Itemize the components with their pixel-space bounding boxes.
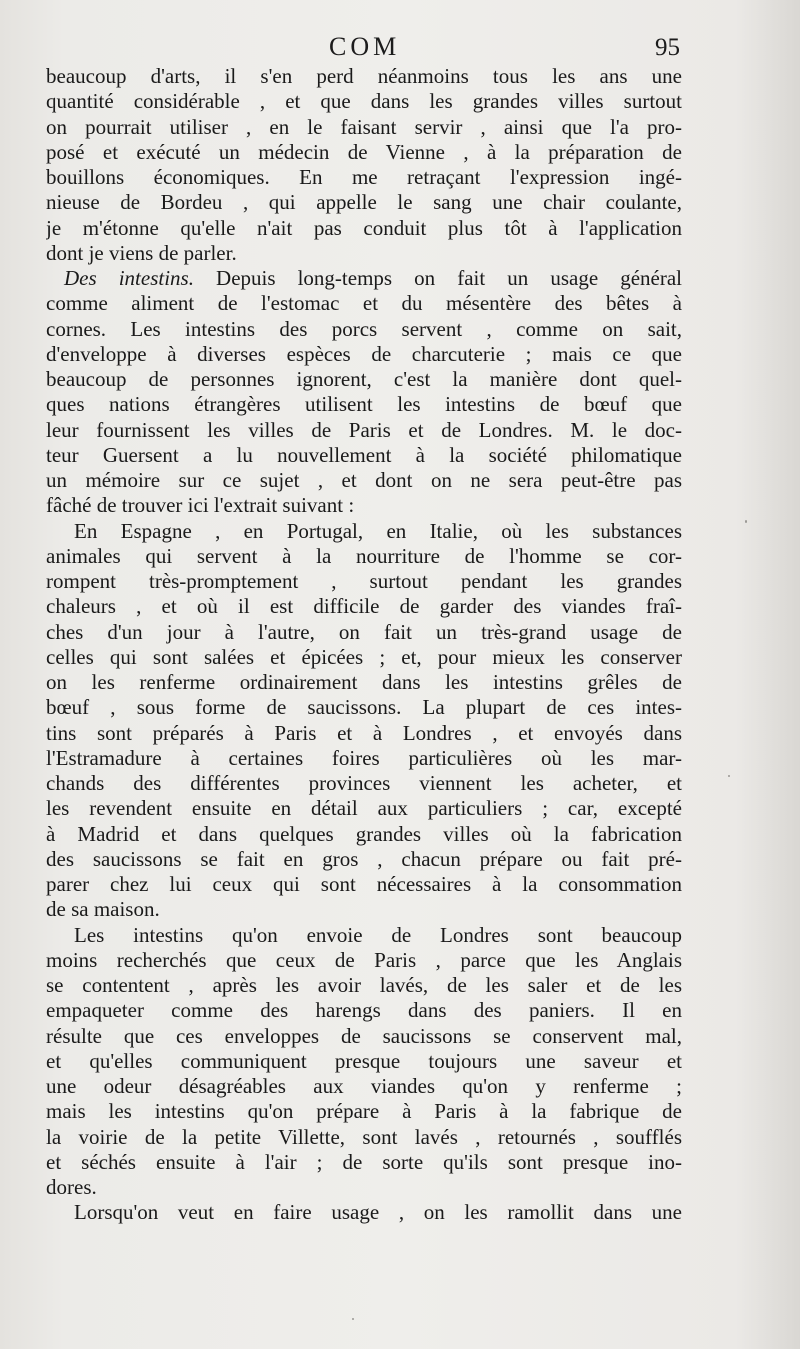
text-line: quantité considérable , et que dans les grandes villes surtout — [46, 89, 682, 114]
text-line: chaleurs , et où il est difficile de garder des viandes fraî- — [46, 594, 682, 619]
text-line: de sa maison. — [46, 897, 160, 922]
paragraph — [46, 64, 682, 266]
text-line — [46, 266, 682, 291]
text-line: mais les intestins qu'on prépare à Paris à la fabrique de — [46, 1099, 682, 1124]
text-line: empaqueter comme des harengs dans des paniers. Il en — [46, 998, 682, 1023]
text-line: posé et exécuté un médecin de Vienne , à la préparation de — [46, 139, 682, 164]
text-line: bœuf , sous forme de saucissons. La plupart de ces intes- — [46, 695, 682, 720]
text-line: Lorsqu'on veut en faire usage , on les ramollit dans une — [74, 1200, 682, 1225]
section-lead: Des intestins. — [64, 266, 194, 290]
text-line: cornes. Les intestins des porcs servent , comme on sait, — [46, 316, 682, 341]
text-line: moins recherchés que ceux de Paris , parce que les Anglais — [46, 947, 682, 972]
paper-speck — [728, 775, 730, 777]
running-head: COM — [329, 32, 401, 61]
text-line: En Espagne , en Portugal, en Italie, où les substances — [74, 518, 682, 543]
text-line: on pourrait utiliser , en le faisant servir , ainsi que l'a pro- — [46, 114, 682, 139]
text-line: je m'étonne qu'elle n'ait pas conduit plus tôt à l'application — [46, 215, 682, 240]
text-line: chands des différentes provinces viennent les acheter, et — [46, 771, 682, 795]
text-line: Les intestins qu'on envoie de Londres sont beaucoup — [74, 922, 682, 947]
text-line: beaucoup d'arts, il s'en perd néanmoins tous les ans une — [46, 64, 682, 88]
text-line: rompent très-promptement , surtout pendant les grandes — [46, 569, 682, 593]
text-line: animales qui servent à la nourriture de l'homme se cor- — [46, 543, 682, 568]
text-line: se contentent , après les avoir lavés, de les saler et de les — [46, 973, 682, 997]
text-line: nieuse de Bordeu , qui appelle le sang une chair coulante, — [46, 190, 682, 215]
text-line: leur fournissent les villes de Paris et de Londres. M. le doc- — [46, 417, 682, 442]
text-line: tins sont préparés à Paris et à Londres , et envoyés dans — [46, 720, 682, 745]
paragraph — [46, 519, 682, 923]
paper-speck — [745, 520, 747, 523]
text-line: dont je viens de parler. — [46, 240, 237, 265]
text-fragment: Depuis long-temps on fait un usage général — [216, 266, 682, 290]
text-line: résulte que ces enveloppes de saucissons se conservent mal, — [46, 1023, 682, 1048]
paragraph — [46, 1200, 682, 1225]
paragraph — [46, 923, 682, 1201]
text-line: on les renferme ordinairement dans les intestins grêles de — [46, 670, 682, 694]
text-line: fâché de trouver ici l'extrait suivant : — [46, 493, 355, 518]
text-line: et qu'elles communiquent presque toujours une saveur et — [46, 1048, 682, 1073]
paragraph — [46, 266, 682, 519]
text-line: ches d'un jour à l'autre, on fait un très-grand usage de — [46, 619, 682, 644]
body-text — [46, 64, 682, 1226]
text-line: la voirie de la petite Villette, sont lavés , retournés , soufflés — [46, 1124, 682, 1149]
text-line: à Madrid et dans quelques grandes villes où la fabrication — [46, 821, 682, 846]
text-line: d'enveloppe à diverses espèces de charcuterie ; mais ce que — [46, 341, 682, 366]
text-line: dores. — [46, 1175, 97, 1199]
text-line: celles qui sont salées et épicées ; et, pour mieux les conserver — [46, 644, 682, 669]
page-number: 95 — [655, 34, 680, 61]
text-line: comme aliment de l'estomac et du mésentère des bêtes à — [46, 291, 682, 316]
text-line: beaucoup de personnes ignorent, c'est la manière dont quel- — [46, 367, 682, 391]
text-line: une odeur désagréables aux viandes qu'on y renferme ; — [46, 1074, 682, 1098]
text-line: teur Guersent a lu nouvellement à la société philomatique — [46, 442, 682, 467]
text-line: bouillons économiques. En me retraçant l'expression ingé- — [46, 165, 682, 189]
text-line: ques nations étrangères utilisent les intestins de bœuf que — [46, 392, 682, 417]
text-line: et séchés ensuite à l'air ; de sorte qu'ils sont presque ino- — [46, 1149, 682, 1174]
text-line: parer chez lui ceux qui sont nécessaires à la consommation — [46, 872, 682, 896]
text-line: des saucissons se fait en gros , chacun prépare ou fait pré- — [46, 846, 682, 871]
paper-speck — [352, 1318, 354, 1320]
text-line: un mémoire sur ce sujet , et dont on ne sera peut-être pas — [46, 468, 682, 492]
text-line: l'Estramadure à certaines foires particulières où les mar- — [46, 745, 682, 770]
text-line: les revendent ensuite en détail aux particuliers ; car, excepté — [46, 796, 682, 821]
